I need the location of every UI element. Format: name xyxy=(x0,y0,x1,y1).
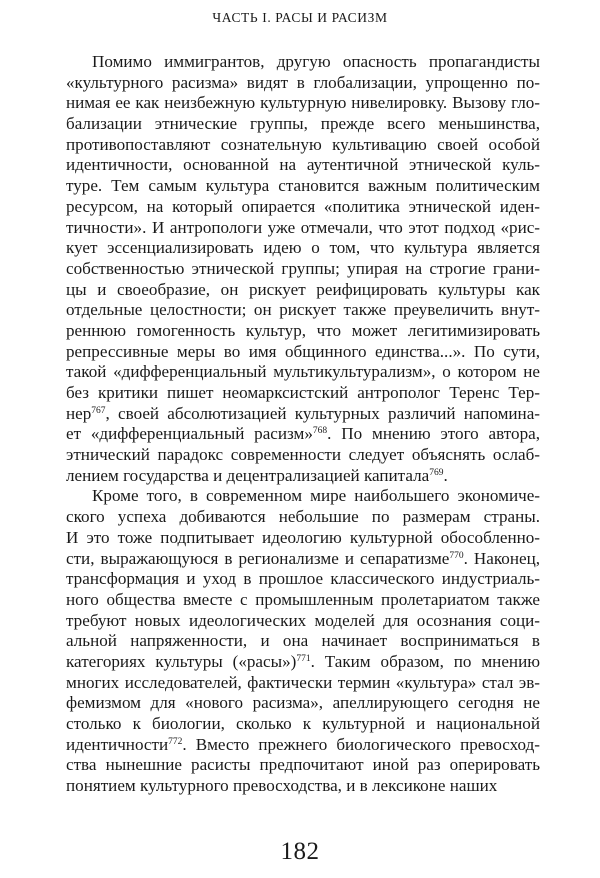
text-line xyxy=(66,383,540,404)
text-line xyxy=(66,197,540,218)
text-line xyxy=(66,155,540,176)
text-run: . По мнению этого автора, xyxy=(327,424,540,444)
text-line xyxy=(66,135,540,156)
text-run: нимая ее как неизбежную культурную нивелировку. Вызову гло- xyxy=(66,93,540,113)
text-line xyxy=(66,714,540,735)
running-head: ЧАСТЬ I. РАСЫ И РАСИЗМ xyxy=(212,10,388,25)
text-run: фемизмом для «нового расизма», апеллирующего сегодня не xyxy=(66,693,540,713)
text-line xyxy=(66,238,540,259)
text-line xyxy=(66,755,540,776)
text-run: требуют новых идеологических моделей для осознания соци- xyxy=(66,610,540,630)
text-line xyxy=(66,424,540,445)
text-run: репрессивные меры во имя общинного единства...». По сути, xyxy=(66,341,540,361)
text-run: . Наконец, xyxy=(463,548,540,568)
text-run: многих исследователей, фактически термин «культура» стал эв- xyxy=(66,672,540,692)
text-line xyxy=(66,404,540,425)
text-line xyxy=(66,342,540,363)
text-run: . Вместо прежнего биологического превосход- xyxy=(182,734,540,754)
text-line xyxy=(66,321,540,342)
text-run: категориях культуры («расы») xyxy=(66,651,297,671)
text-run: трансформация и уход в прошлое классического индустриаль- xyxy=(66,569,540,589)
text-run: нер xyxy=(66,403,92,423)
text-line xyxy=(66,52,540,73)
text-line xyxy=(66,507,540,528)
footnote-ref: 767 xyxy=(91,405,106,416)
text-run: идентичности, основанной на аутентичной этнической куль- xyxy=(66,155,540,175)
text-run: цы и своеобразие, он рискует реифицировать культуры как xyxy=(66,279,540,299)
text-run: ет «дифференциальный расизм» xyxy=(66,424,313,444)
text-line xyxy=(66,611,540,632)
page-number: 182 xyxy=(280,838,320,865)
text-run: понятием культурного превосходства, и в лексиконе наших xyxy=(66,776,498,796)
text-run: ресурсом, на который опирается «политика этнической иден- xyxy=(66,196,540,216)
text-run: ского успеха добиваются небольшие по размерам страны. xyxy=(66,507,540,527)
text-run: противопоставляют сознательную культивацию своей особой xyxy=(66,134,540,154)
footnote-ref: 769 xyxy=(429,467,444,478)
text-run: ства нынешние расисты предпочитают иной раз оперировать xyxy=(66,755,540,775)
text-run: кует эссенциализировать идею о том, что культура является xyxy=(66,238,540,258)
text-line xyxy=(66,735,540,756)
text-run: «культурного расизма» видят в глобализации, упрощенно по- xyxy=(66,72,540,92)
text-line xyxy=(66,218,540,239)
text-line xyxy=(66,93,540,114)
text-line xyxy=(66,673,540,694)
text-run: идентичности xyxy=(66,734,169,754)
footnote-ref: 768 xyxy=(312,426,328,437)
text-line xyxy=(66,776,540,797)
text-line xyxy=(66,652,540,673)
text-run: Кроме того, в современном мире наибольшего экономиче- xyxy=(92,486,540,506)
text-line xyxy=(66,528,540,549)
footnote-ref: 772 xyxy=(168,736,183,747)
text-run: лением государства и децентрализацией капитала xyxy=(66,465,430,485)
text-line xyxy=(66,73,540,94)
text-run: , своей абсолютизацией культурных различий напомина- xyxy=(105,403,540,423)
text-run: собственностью этнической группы; упирая на строгие грани- xyxy=(66,258,540,278)
text-line xyxy=(66,549,540,570)
text-run: без критики пишет неомарксистский антрополог Теренс Тер- xyxy=(66,383,540,402)
text-run: альной напряженности, и она начинает восприниматься в xyxy=(66,631,540,651)
text-line xyxy=(66,176,540,197)
text-run: бализации этнические группы, прежде всего меньшинства, xyxy=(66,114,540,134)
text-line xyxy=(66,259,540,280)
text-run: такой «дифференциальный мультикультурализм», о котором не xyxy=(66,362,540,382)
text-run: отдельные целостности; он рискует также преувеличить внут- xyxy=(66,300,540,320)
text-run: ного общества вместе с промышленным пролетариатом также xyxy=(66,589,540,609)
text-line xyxy=(66,693,540,714)
text-run: сти, выражающуюся в регионализме и сепаратизме xyxy=(66,548,450,568)
text-run: . xyxy=(443,465,448,485)
text-run: этнический парадокс современности следует объяснять ослаб- xyxy=(66,445,540,465)
text-line xyxy=(66,486,540,507)
footnote-ref: 771 xyxy=(296,653,311,664)
footnote-ref: 770 xyxy=(449,550,464,561)
text-run: туре. Тем самым культура становится важным политическим xyxy=(66,176,540,196)
text-line xyxy=(66,590,540,611)
text-line xyxy=(66,631,540,652)
text-line xyxy=(66,445,540,466)
text-run: столько к биологии, сколько к культурной и национальной xyxy=(66,714,540,733)
text-run: . Таким образом, по мнению xyxy=(310,651,540,671)
paragraph xyxy=(66,486,540,796)
text-run: тичности». И антропологи уже отмечали, что этот подход «рис- xyxy=(66,217,540,237)
body-text xyxy=(66,52,540,797)
text-line xyxy=(66,362,540,383)
text-line xyxy=(66,569,540,590)
text-line xyxy=(66,300,540,321)
text-line xyxy=(66,280,540,301)
text-line xyxy=(66,466,540,487)
text-run: реннюю гомогенность культур, что может легитимизировать xyxy=(66,320,540,340)
text-line xyxy=(66,114,540,135)
text-run: Помимо иммигрантов, другую опасность пропагандисты xyxy=(92,52,540,71)
text-run: И это тоже подпитывает идеологию культурной обособленно- xyxy=(66,527,540,547)
paragraph xyxy=(66,52,540,486)
